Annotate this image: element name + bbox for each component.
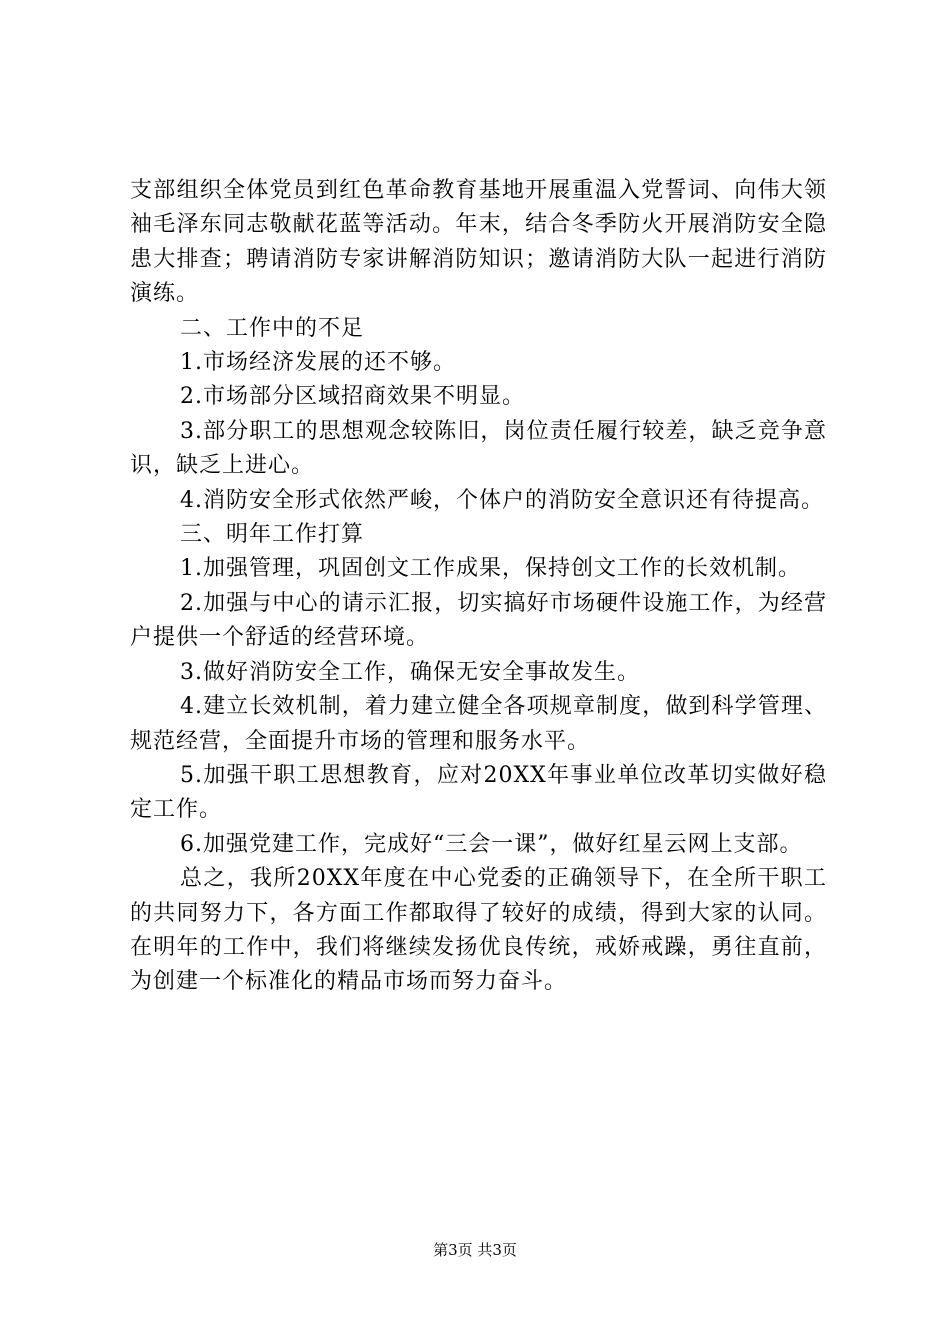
list-item: 2.加强与中心的请示汇报，切实搞好市场硬件设施工作，为经营户提供一个舒适的经营环境。 [130,590,827,651]
list-item: 3.做好消防安全工作，确保无安全事故发生。 [180,659,640,685]
list-item: 6.加强党建工作，完成好“三会一课”，做好红星云网上支部。 [180,831,803,857]
page-number-footer: 第3页 共3页 [433,1241,517,1259]
list-item: 5.加强干职工思想教育，应对20XX年事业单位改革切实做好稳定工作。 [130,762,827,823]
section-heading-shortcomings: 二、工作中的不足 [180,315,365,341]
list-item: 4.消防安全形式依然严峻，个体户的消防安全意识还有待提高。 [180,487,824,513]
section-heading-next-year-plan: 三、明年工作打算 [180,522,365,548]
list-item: 3.部分职工的思想观念较陈旧，岗位责任履行较差，缺乏竞争意识，缺乏上进心。 [130,418,827,479]
list-item: 1.市场经济发展的还不够。 [180,350,456,376]
conclusion-paragraph: 总之，我所20XX年度在中心党委的正确领导下，在全所干职工的共同努力下，各方面工作都取得了较好的成绩，得到大家的认同。在明年的工作中，我们将继续发扬优良传统，戒娇戒躁，勇往直前，为创建一个标准化的精品市场而努力奋斗。 [130,866,827,995]
list-item: 4.建立长效机制，着力建立健全各项规章制度，做到科学管理、规范经营，全面提升市场的管理和服务水平。 [130,694,827,754]
list-item: 1.加强管理，巩固创文工作成果，保持创文工作的长效机制。 [180,556,801,582]
list-item: 2.市场部分区域招商效果不明显。 [180,384,525,410]
document-body [130,174,827,1000]
paragraph-continued: 支部组织全体党员到红色革命教育基地开展重温入党誓词、向伟大领袖毛泽东同志敬献花蓝等活动。年末，结合冬季防火开展消防安全隐患大排查；聘请消防专家讲解消防知识；邀请消防大队一起进行消防演练。 [130,178,827,307]
